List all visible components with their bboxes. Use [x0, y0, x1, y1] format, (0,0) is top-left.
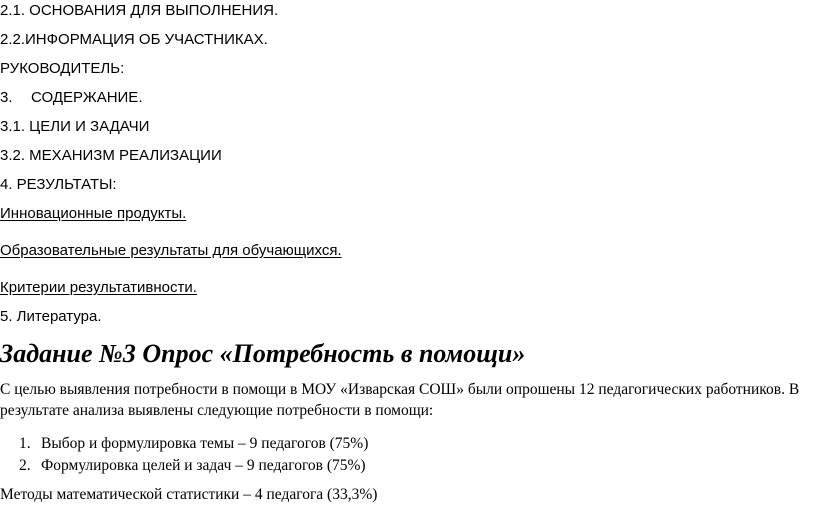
- link-performance-criteria[interactable]: Критерии результативности.: [0, 279, 197, 296]
- outline-item-3: [0, 89, 142, 107]
- link-educational-results[interactable]: Образовательные результаты для обучающихся.: [0, 242, 342, 259]
- outline-leader: РУКОВОДИТЕЛЬ:: [0, 60, 125, 77]
- list-item-number: 2.: [19, 457, 31, 474]
- list-item: [19, 433, 368, 455]
- outline-item-3-1: 3.1. ЦЕЛИ И ЗАДАЧИ: [0, 118, 150, 135]
- outline-item-4: 4. РЕЗУЛЬТАТЫ:: [0, 176, 117, 193]
- outline-item-3-2: 3.2. МЕХАНИЗМ РЕАЛИЗАЦИИ: [0, 147, 222, 164]
- list-item-text: Выбор и формулировка темы – 9 педагогов (75%): [41, 435, 369, 452]
- outline-item-2-2: 2.2.ИНФОРМАЦИЯ ОБ УЧАСТНИКАХ.: [0, 31, 268, 48]
- task-paragraph: С целью выявления потребности в помощи в МОУ «Изварская СОШ» были опрошены 12 педагогических работников. В результате анализа выявлены следующие потребности в помощи:: [0, 381, 800, 419]
- outline-item-5: 5. Литература.: [0, 308, 102, 325]
- link-innovative-products[interactable]: Инновационные продукты.: [0, 205, 187, 222]
- statistics-methods-line: Методы математической статистики – 4 педагога (33,3%): [0, 486, 378, 503]
- list-item: [19, 455, 368, 477]
- needs-list: [19, 433, 368, 477]
- outline-item-3-text: СОДЕРЖАНИЕ.: [31, 89, 143, 106]
- list-item-text: Формулировка целей и задач – 9 педагогов (75%): [41, 457, 366, 474]
- outline-item-2-1: 2.1. ОСНОВАНИЯ ДЛЯ ВЫПОЛНЕНИЯ.: [0, 2, 279, 19]
- outline-item-3-number: 3.: [0, 89, 13, 106]
- task-title: Задание №3 Опрос «Потребность в помощи»: [0, 339, 526, 368]
- list-item-number: 1.: [19, 435, 31, 452]
